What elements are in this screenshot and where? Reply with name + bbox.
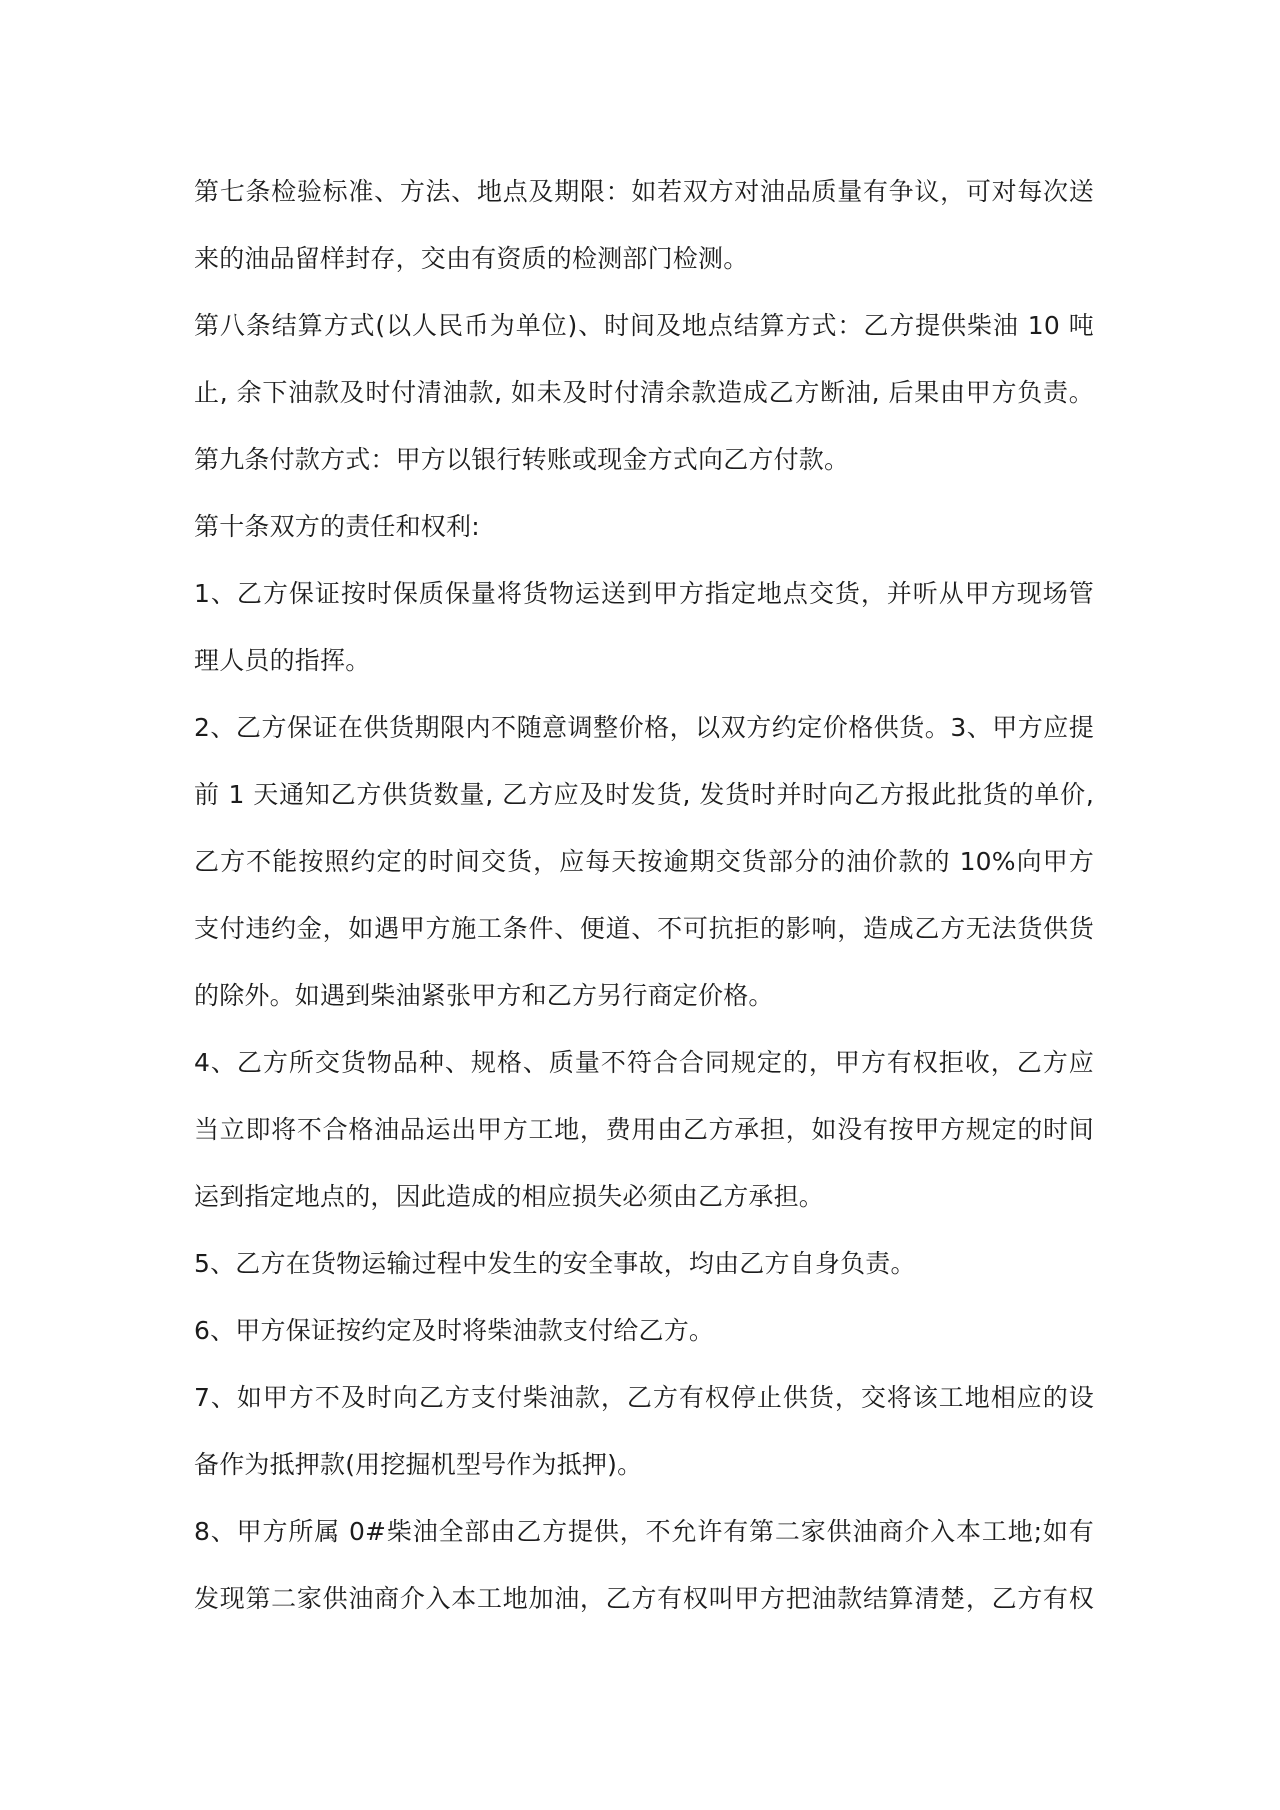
text-line-item-7-end: 备作为抵押款(用挖掘机型号作为抵押)。 [194,1450,643,1479]
contract-text [194,158,1094,1632]
text-line-item-1-end: 理人员的指挥。 [194,646,371,675]
text-line-item-7-start: 7、如甲方不及时向乙方支付柴油款，乙方有权停止供货，交将该工地相应的设 [194,1383,1094,1412]
text-line-item-8-start: 8、甲方所属 0#柴油全部由乙方提供，不允许有第二家供油商介入本工地;如有 [194,1517,1094,1546]
text-line-clause-7-end: 来的油品留样封存，交由有资质的检测部门检测。 [194,244,749,273]
text-line-item-3-end: 的除外。如遇到柴油紧张甲方和乙方另行商定价格。 [194,981,774,1010]
text-line-item-1-start: 1、乙方保证按时保质保量将货物运送到甲方指定地点交货，并听从甲方现场管 [194,579,1094,608]
text-line-clause-7-start: 第七条检验标准、方法、地点及期限：如若双方对油品质量有争议，可对每次送 [194,177,1094,206]
text-line-item-3-cont-2: 乙方不能按照约定的时间交货，应每天按逾期交货部分的油价款的 10%向甲方 [194,847,1094,876]
text-line-item-3-cont-3: 支付违约金，如遇甲方施工条件、便道、不可抗拒的影响，造成乙方无法货供货 [194,914,1094,943]
text-line-item-4-cont: 当立即将不合格油品运出甲方工地，费用由乙方承担，如没有按甲方规定的时间 [194,1115,1094,1144]
text-line-item-6: 6、甲方保证按约定及时将柴油款支付给乙方。 [194,1316,715,1345]
text-line-item-2-start: 2、乙方保证在供货期限内不随意调整价格，以双方约定价格供货。3、甲方应提 [194,713,1094,742]
text-line-clause-8-end: 止, 余下油款及时付清油款, 如未及时付清余款造成乙方断油, 后果由甲方负责。 [194,378,1094,407]
text-line-clause-8-start: 第八条结算方式(以人民币为单位)、时间及地点结算方式：乙方提供柴油 10 吨 [194,311,1094,340]
text-line-item-4-start: 4、乙方所交货物品种、规格、质量不符合合同规定的，甲方有权拒收，乙方应 [194,1048,1094,1077]
text-line-item-3-cont-1: 前 1 天通知乙方供货数量, 乙方应及时发货, 发货时并时向乙方报此批货的单价, [194,780,1094,809]
text-line-item-8-cont: 发现第二家供油商介入本工地加油，乙方有权叫甲方把油款结算清楚，乙方有权 [194,1584,1094,1613]
text-line-item-4-end: 运到指定地点的，因此造成的相应损失必须由乙方承担。 [194,1182,825,1211]
text-line-item-5: 5、乙方在货物运输过程中发生的安全事故，均由乙方自身负责。 [194,1249,916,1278]
text-line-clause-10-heading: 第十条双方的责任和权利: [194,512,480,541]
text-line-clause-9: 第九条付款方式：甲方以银行转账或现金方式向乙方付款。 [194,445,850,474]
